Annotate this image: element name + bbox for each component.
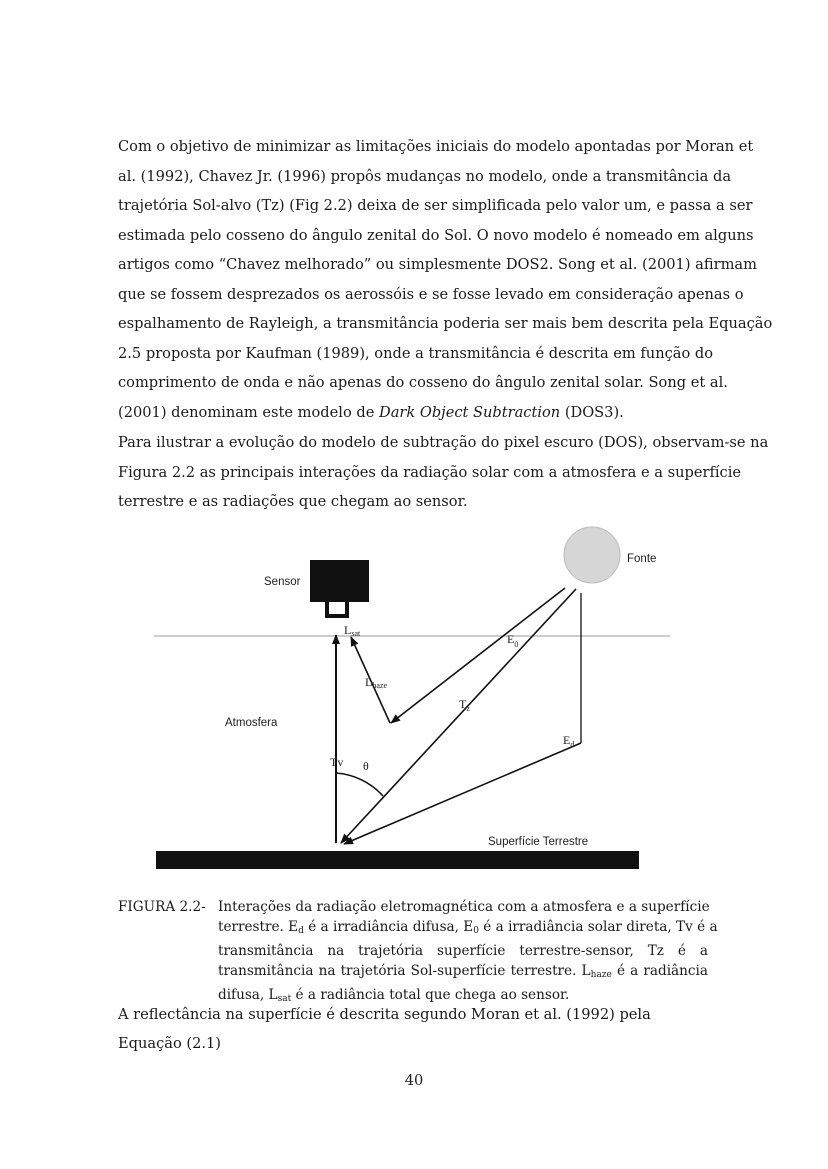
surface-label: Superfície Terrestre [488,836,589,848]
sensor-lens [327,600,347,616]
caption-lead: FIGURA 2.2- [118,899,206,915]
tz-label [459,697,470,713]
caption-line [218,917,718,941]
lsat-sub: sat [351,629,361,638]
lhaze-sub: haze [372,681,387,690]
sun-source [564,527,620,583]
subscript: haze [590,970,612,980]
subscript: sat [277,994,292,1004]
e0-main: E [507,632,515,646]
caption-line: Interações da radiação eletromagnética com a atmosfera e a superfície [218,899,710,915]
paragraph-line: estimada pelo cosseno do ângulo zenital do Sol. O novo modelo é nomeado em alguns [118,226,754,244]
caption-body [218,897,718,1009]
text-run: é a radiância total que chega ao sensor. [291,987,570,1003]
ground-surface-bar [156,851,639,869]
lsat-main: L [344,623,352,637]
e0-sub: 0 [514,640,519,649]
paragraph-reflectance: A reflectância na superfície é descrita segundo Moran et al. (1992) pela Equação (2.1) [118,1006,651,1052]
tz-sub: z [466,704,470,713]
paragraph-line: 2.5 proposta por Kaufman (1989), onde a transmitância é descrita em função do [118,344,714,362]
subscript: d [298,926,304,936]
paragraph-line: Para ilustrar a evolução do modelo de subtração do pixel escuro (DOS), observam-se na [118,434,769,451]
paragraph-line: al. (1992), Chavez Jr. (1996) propôs mudanças no modelo, onde a transmitância da [118,167,732,185]
e0-label [507,632,518,649]
lhaze-label [365,675,387,690]
text-run: difusa, L [218,987,278,1003]
caption-line: transmitância na trajetória superfície terrestre-sensor, Tz é a [218,943,708,959]
paragraph-line: trajetória Sol-alvo (Tz) (Fig 2.2) deixa de ser simplificada pelo valor um, e passa a ser [118,197,753,214]
text-run: é a radiância [611,963,708,979]
ed-label [563,733,574,749]
source-label: Fonte [627,553,657,565]
text-run: transmitância na trajetória Sol-superfície terrestre. L [218,963,591,979]
sensor-label: Sensor [264,576,301,588]
page-number: 40 [404,1072,424,1089]
theta-label: θ [363,759,369,773]
paragraph-line: espalhamento de Rayleigh, a transmitância poderia ser mais bem descrita pela Equação [118,315,773,332]
text-run: é a irradiância solar direta, Tv é a [478,919,718,935]
tz-arrow [341,589,576,843]
subscript: 0 [473,926,479,936]
tz-main: T [459,697,467,711]
paragraph-line: Figura 2.2 as principais interações da radiação solar com a atmosfera e a superfície [118,463,741,481]
paragraph-line: terrestre e as radiações que chegam ao sensor. [118,493,468,510]
text-run: terrestre. E [218,919,299,935]
lsat-label [344,623,361,638]
caption-line [218,961,708,985]
italic-term: Dark Object Subtraction [379,403,561,421]
paragraph-line: que se fossem desprezados os aerossóis e se fosse levado em consideração apenas o [118,285,744,303]
theta-arc [336,773,383,796]
ed-sub: d [570,740,575,749]
text-run: é a irradiância difusa, E [303,919,474,935]
sensor-body [310,560,369,602]
ed-arrow [344,743,581,844]
ed-main: E [563,733,571,747]
text-run: (2001) denominam este modelo de [118,403,379,421]
paragraph-line: Com o objetivo de minimizar as limitações iniciais do modelo apontadas por Moran et [118,138,754,155]
e0-arrow [391,588,565,723]
atmosphere-label: Atmosfera [225,717,278,729]
paragraph-line: artigos como “Chavez melhorado” ou simplesmente DOS2. Song et al. (2001) afirmam [118,256,757,273]
radiation-interaction-diagram [150,525,680,875]
tv-label: Tv [330,755,344,769]
paragraph-line: comprimento de onda e não apenas do cosseno do ângulo zenital solar. Song et al. [118,374,728,391]
text-run: (DOS3). [560,403,624,421]
paragraph-line [118,398,708,428]
paragraph-dos2-description [118,132,773,427]
paragraph-figure-intro [118,428,769,517]
lhaze-main: L [365,675,373,689]
